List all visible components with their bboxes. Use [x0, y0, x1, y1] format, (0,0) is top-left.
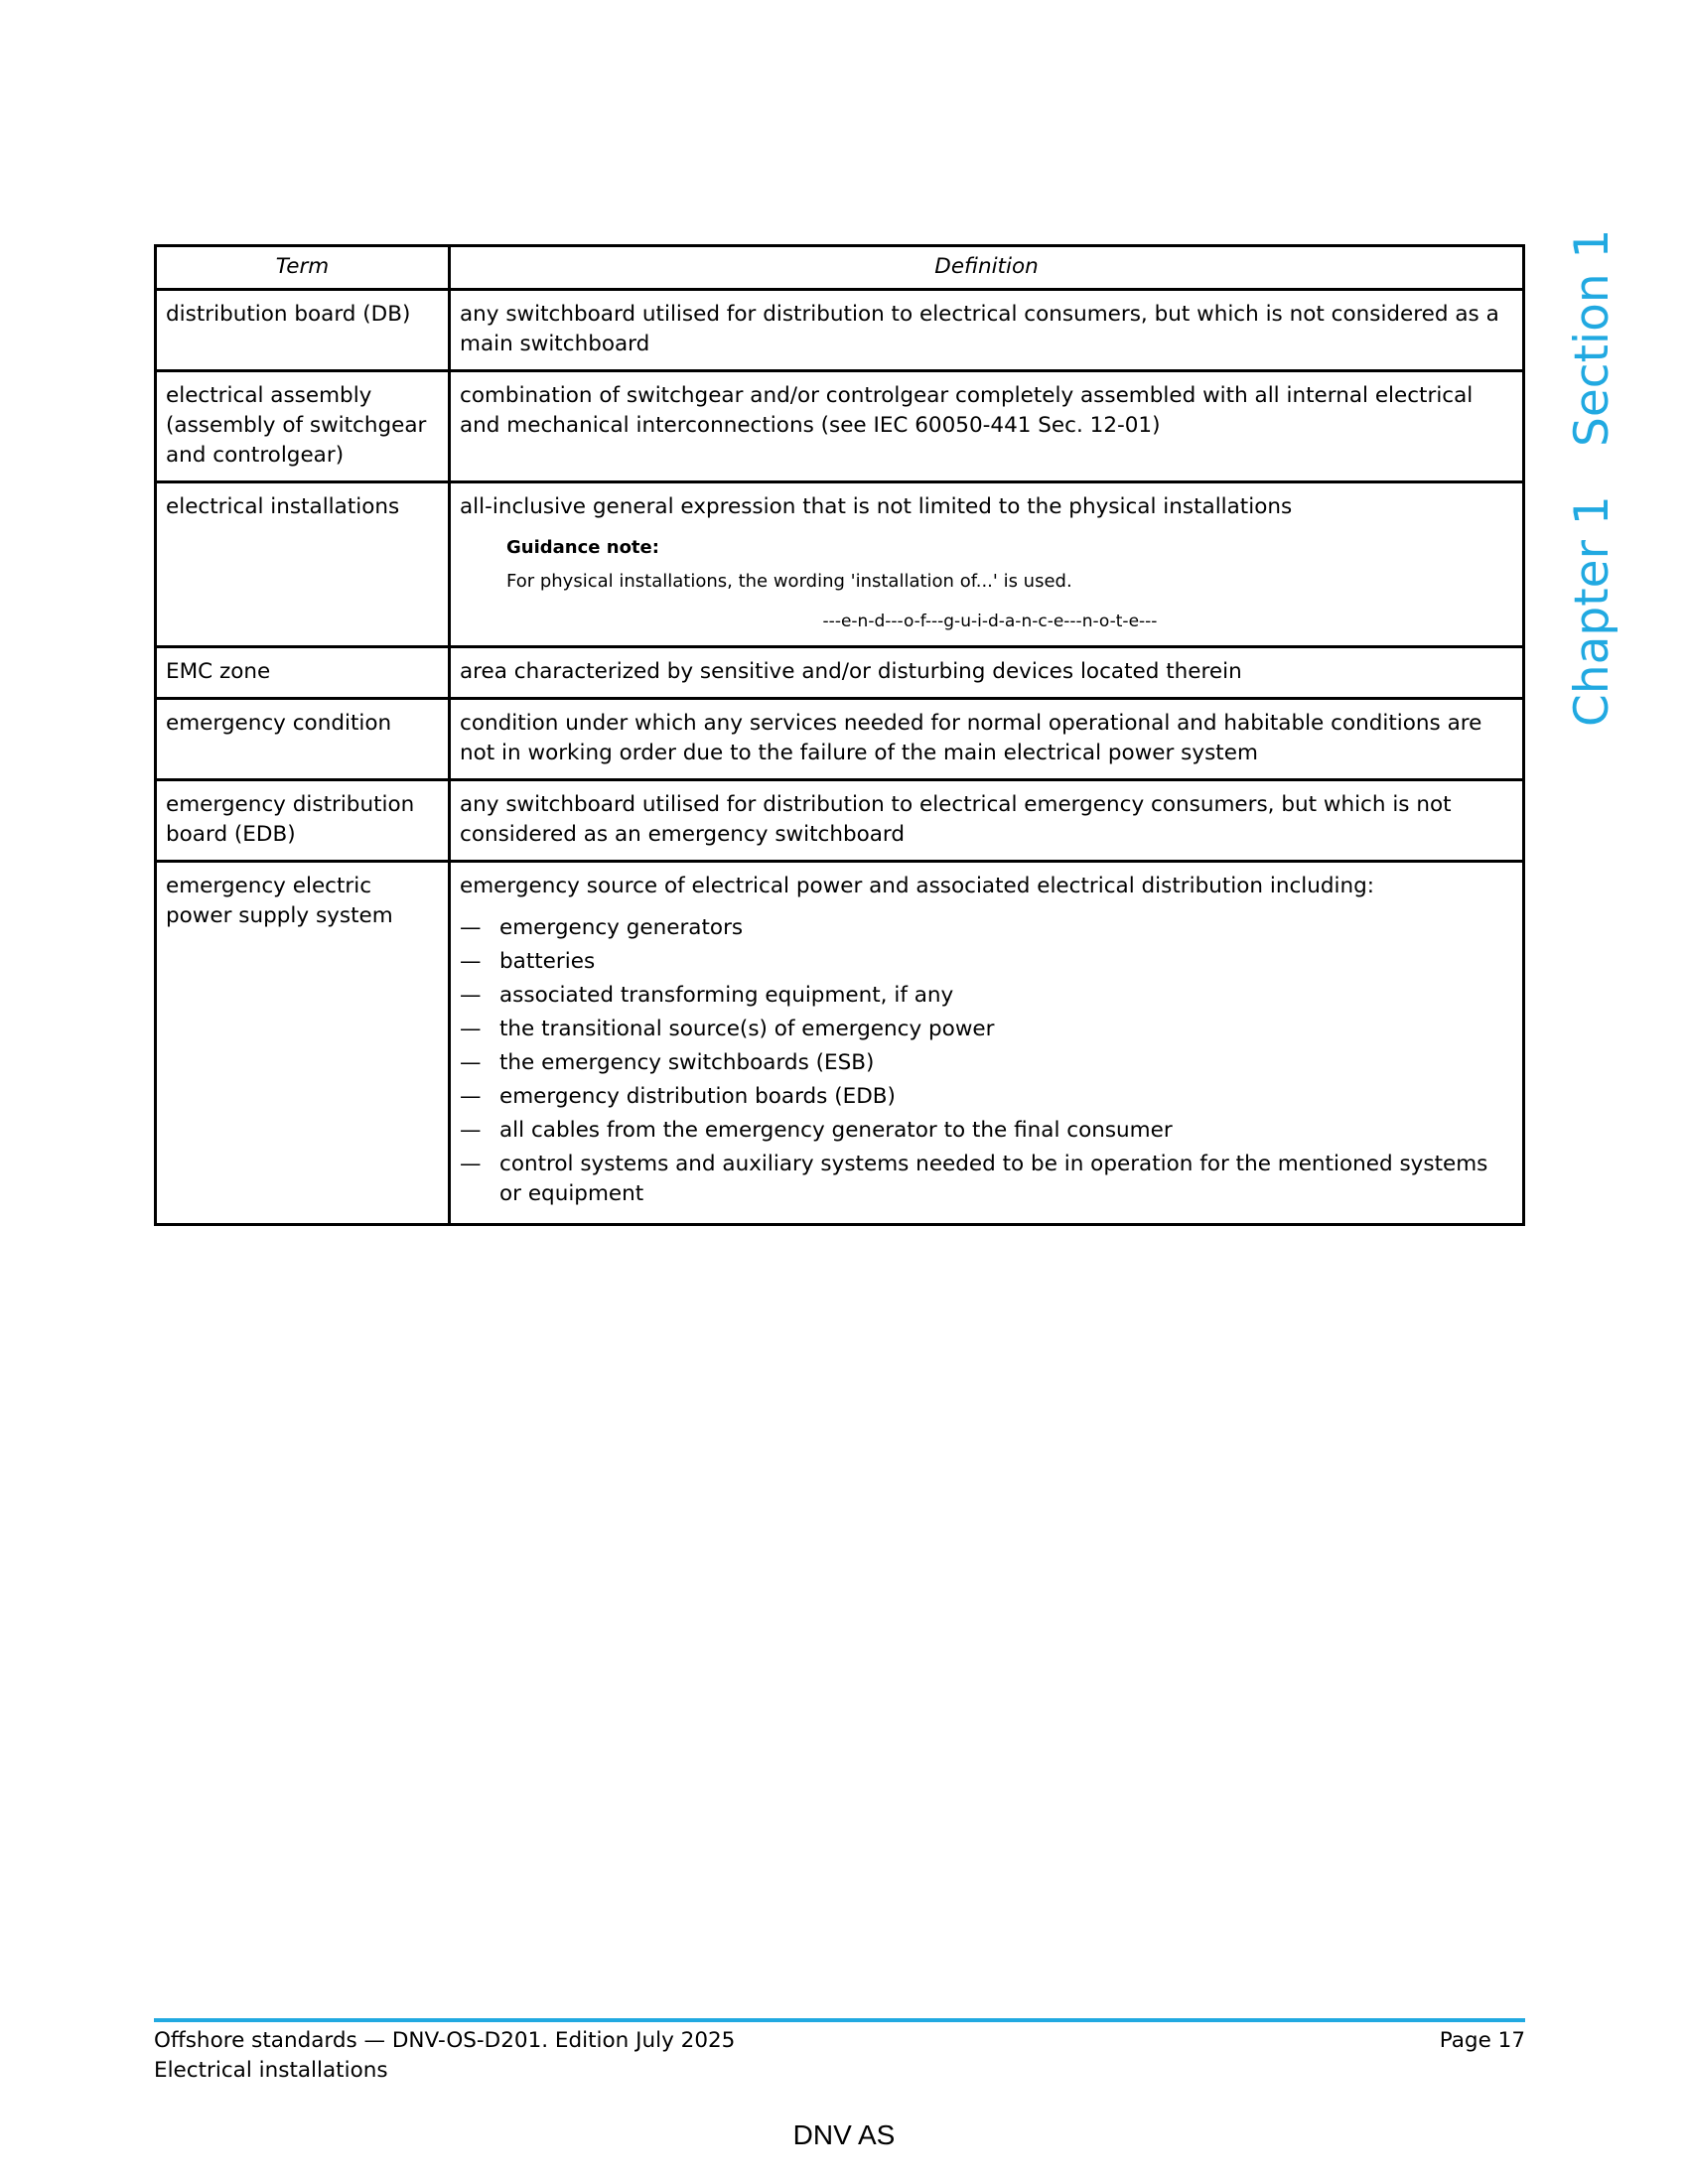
table-header-row	[156, 246, 1524, 290]
list-item: — the transitional source(s) of emergency power	[460, 1015, 1513, 1044]
footer-document-info	[154, 2026, 735, 2086]
chapter-label: Chapter 1	[1565, 495, 1619, 727]
guidance-note	[506, 534, 1513, 635]
term-cell: emergency distribution board (EDB)	[156, 780, 450, 862]
table-row	[156, 482, 1524, 647]
list-item: — emergency distribution boards (EDB)	[460, 1082, 1513, 1112]
table-row	[156, 780, 1524, 862]
guidance-note-end: ---e-n-d---o-f---g-u-i-d-a-n-c-e---n-o-t-e---	[822, 612, 1158, 631]
header-definition: Definition	[450, 246, 1524, 290]
term-cell: emergency electric power supply system	[156, 862, 450, 1225]
list-item: — control systems and auxiliary systems needed to be in operation for the mentioned systems or equipment	[460, 1150, 1513, 1209]
footer-divider	[154, 2018, 1525, 2022]
table-row	[156, 862, 1524, 1225]
term-cell: EMC zone	[156, 647, 450, 699]
definition-cell: combination of switchgear and/or controlgear completely assembled with all internal electrical and mechanical interconnections (see IEC 60050-441 Sec. 12-01)	[450, 371, 1524, 482]
definitions-table	[154, 244, 1525, 1226]
list-item: — all cables from the emergency generator to the final consumer	[460, 1116, 1513, 1146]
term-cell: electrical assembly (assembly of switchgear and controlgear)	[156, 371, 450, 482]
list-item: — batteries	[460, 947, 1513, 977]
table-row	[156, 290, 1524, 371]
definition-cell: area characterized by sensitive and/or disturbing devices located therein	[450, 647, 1524, 699]
company-name: DNV AS	[792, 2119, 896, 2150]
section-label: Section 1	[1565, 228, 1619, 448]
table-row	[156, 371, 1524, 482]
guidance-note-text: For physical installations, the wording 'installation of...' is used.	[506, 571, 1072, 592]
term-cell: electrical installations	[156, 482, 450, 647]
footer-subtitle: Electrical installations	[154, 2058, 388, 2083]
footer-standard: Offshore standards — DNV-OS-D201. Edition July 2025	[154, 2028, 736, 2053]
definition-cell: condition under which any services needed for normal operational and habitable conditions are not in working order due to the failure of the main electrical power system	[450, 699, 1524, 780]
page-number: Page 17	[1439, 2028, 1525, 2053]
list-item: — associated transforming equipment, if any	[460, 981, 1513, 1011]
definition-cell	[450, 482, 1524, 647]
definition-text: emergency source of electrical power and associated electrical distribution including:	[460, 874, 1375, 898]
definition-text: all-inclusive general expression that is not limited to the physical installations	[460, 494, 1293, 519]
component-list	[460, 913, 1513, 1209]
list-item: — emergency generators	[460, 913, 1513, 943]
definition-cell	[450, 862, 1524, 1225]
table-row	[156, 647, 1524, 699]
guidance-note-title: Guidance note:	[506, 537, 659, 558]
chapter-section-tab	[1558, 228, 1627, 727]
term-cell: emergency condition	[156, 699, 450, 780]
definition-cell: any switchboard utilised for distribution to electrical emergency consumers, but which is not considered as an emergency switchboard	[450, 780, 1524, 862]
definition-cell: any switchboard utilised for distribution to electrical consumers, but which is not considered as a main switchboard	[450, 290, 1524, 371]
table-row	[156, 699, 1524, 780]
header-term: Term	[156, 246, 450, 290]
term-cell: distribution board (DB)	[156, 290, 450, 371]
list-item: — the emergency switchboards (ESB)	[460, 1048, 1513, 1078]
